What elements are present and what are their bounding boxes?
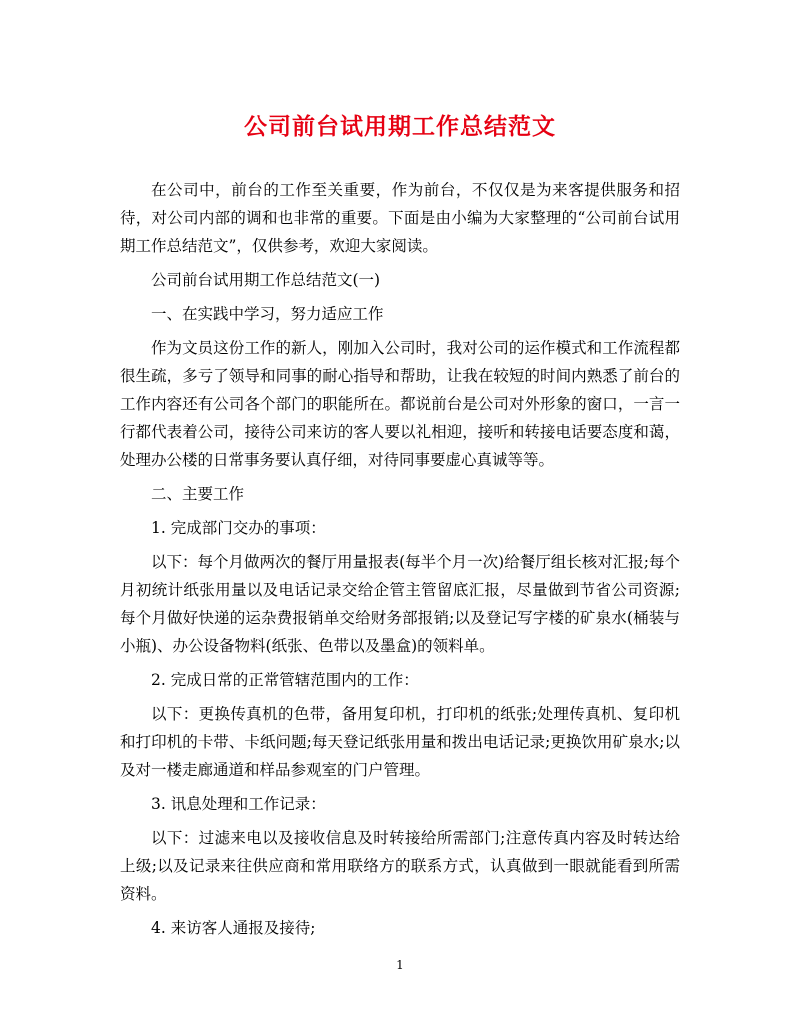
- list-item-heading-2: 2. 完成日常的正常管辖范围内的工作：: [151, 671, 419, 689]
- section-heading-main-work: 二、主要工作: [151, 485, 245, 503]
- section-heading-practice: 一、在实践中学习，努力适应工作: [151, 305, 384, 323]
- list-item-heading-3: 3. 讯息处理和工作记录：: [151, 795, 326, 813]
- section-heading-sample-1: 公司前台试用期工作总结范文(一): [151, 271, 381, 289]
- paragraph-intro: 在公司中，前台的工作至关重要，作为前台，不仅仅是为来客提供服务和招待，对公司内部的调和也非常的重要。下面是由小编为大家整理的“公司前台试用期工作总结范文”，仅供参考，欢迎大家阅读。: [120, 181, 680, 255]
- paragraph-practice: 作为文员这份工作的新人，刚加入公司时，我对公司的运作模式和工作流程都很生疏，多亏了领导和同事的耐心指导和帮助，让我在较短的时间内熟悉了前台的工作内容还有公司各个部门的职能所在。都说前台是公司对外形象的窗口，一言一行都代表着公司，接待公司来访的客人要以礼相迎，接听和转接电话要态度和蔼，处理办公楼的日常事务要认真仔细，对待同事要虚心真诚等等。: [120, 339, 680, 469]
- list-item-heading-4: 4. 来访客人通报及接待;: [151, 919, 316, 937]
- paragraph-item-1: 以下：每个月做两次的餐厅用量报表(每半个月一次)给餐厅组长核对汇报;每个月初统计纸张用量以及电话记录交给企管主管留底汇报，尽量做到节省公司资源;每个月做好快递的运杂费报销单交给财务部报销;以及登记写字楼的矿泉水(桶装与小瓶)、办公设备物料(纸张、色带以及墨盒)的领料单。: [120, 553, 680, 655]
- list-item-heading-1: 1. 完成部门交办的事项：: [151, 519, 326, 537]
- document-title: 公司前台试用期工作总结范文: [244, 113, 556, 140]
- document-body: [120, 176, 680, 948]
- paragraph-item-2: 以下：更换传真机的色带，备用复印机，打印机的纸张;处理传真机、复印机和打印机的卡带、卡纸问题;每天登记纸张用量和拨出电话记录;更换饮用矿泉水;以及对一楼走廊通道和样品参观室的门户管理。: [120, 705, 680, 779]
- page-number: 1: [396, 958, 404, 972]
- paragraph-item-3: 以下：过滤来电以及接收信息及时转接给所需部门;注意传真内容及时转达给上级;以及记录来往供应商和常用联络方的联系方式，认真做到一眼就能看到所需资料。: [120, 829, 680, 903]
